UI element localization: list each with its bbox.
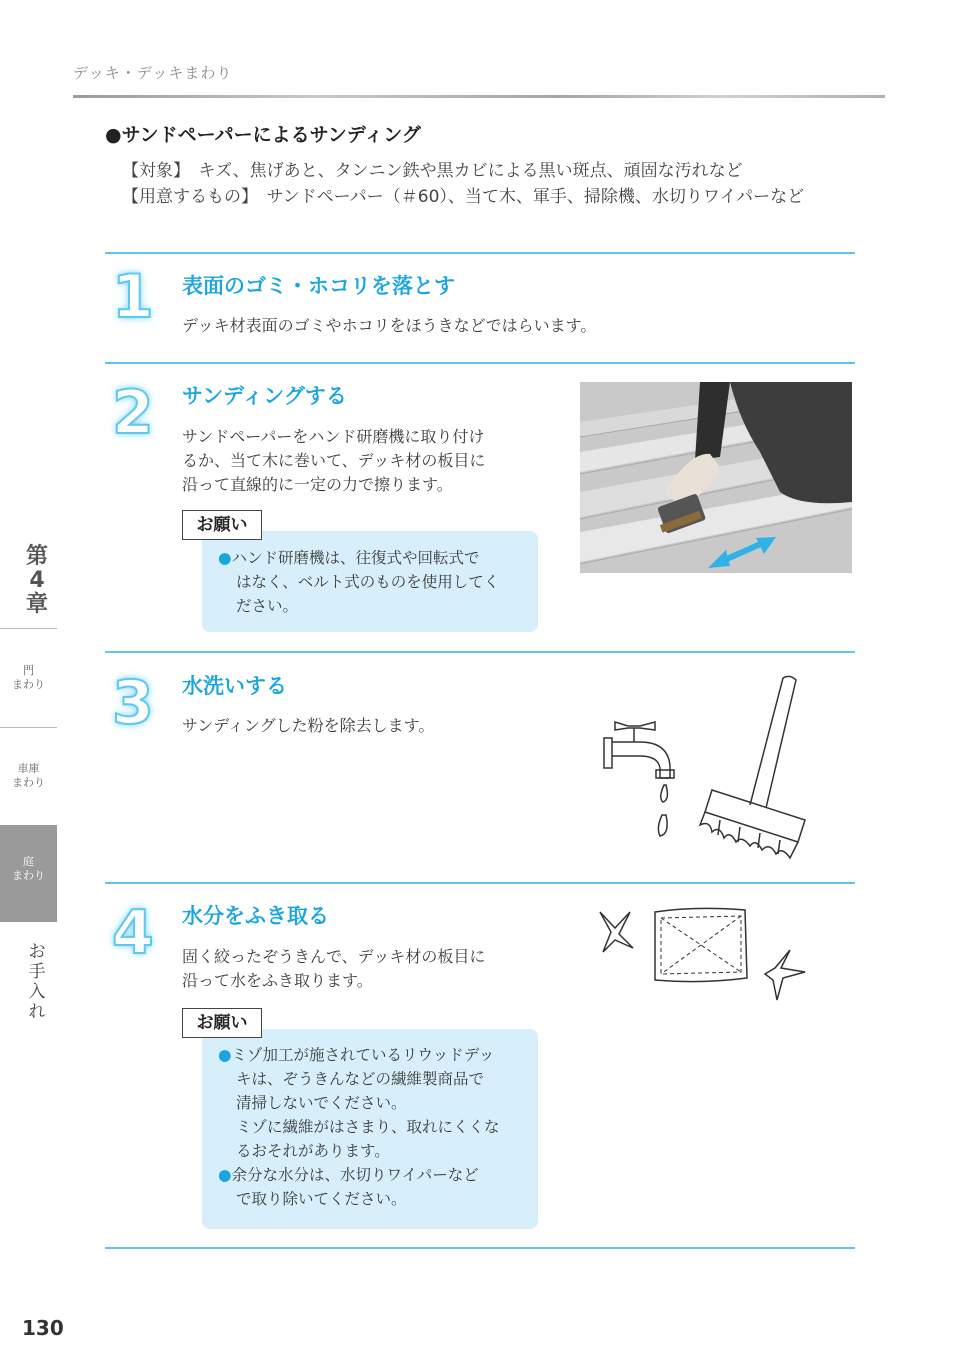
step-divider — [105, 1247, 855, 1249]
note-item: るおそれがあります。 — [236, 1142, 390, 1160]
sidebar-item-label: 車庫 — [17, 762, 40, 775]
step-text-line: 沿って水をふき取ります。 — [182, 971, 373, 990]
section-title: ●サンドペーパーによるサンディング — [105, 124, 421, 146]
faucet-icon — [604, 722, 674, 836]
sidebar-divider — [0, 727, 57, 728]
sidebar-care-label — [20, 942, 54, 1022]
chapter-char: 第 — [25, 544, 48, 569]
cloth-illustration — [595, 900, 810, 1005]
care-char: れ — [28, 1002, 46, 1022]
note-label: お願い — [182, 1008, 262, 1038]
step-text-line: るか、当て木に巻いて、デッキ材の板目に — [182, 451, 486, 470]
step-number: 3 — [112, 668, 154, 738]
prepare-line: 【用意するもの】 サンドペーパー（＃60）、当て木、軍手、掃除機、水切りワイパーなど — [122, 187, 805, 207]
note-item: ミゾに繊維がはさまり、取れにくくな — [236, 1118, 500, 1136]
step-title: 表面のゴミ・ホコリを落とす — [182, 274, 455, 298]
sidebar-item-garage[interactable] — [0, 762, 57, 790]
step-text — [182, 425, 485, 497]
sidebar-item-garden[interactable] — [0, 855, 57, 883]
step-number: 2 — [112, 378, 154, 448]
step-divider — [105, 362, 855, 364]
step-text: デッキ材表面のゴミやホコリをほうきなどではらいます。 — [182, 316, 597, 335]
note-item: ●ハンド研磨機は、往復式や回転式で — [218, 549, 480, 567]
broom-icon — [700, 676, 805, 858]
sparkle-icon — [600, 912, 633, 952]
sidebar-item-gate[interactable] — [0, 664, 57, 692]
note-item: 清掃しないでください。 — [236, 1094, 407, 1112]
sanding-photo — [580, 382, 852, 573]
sparkle-icon — [765, 950, 805, 1000]
step-title: サンディングする — [182, 384, 347, 408]
step-text-line: サンドペーパーをハンド研磨機に取り付け — [182, 427, 485, 446]
bullet-icon: ● — [218, 1166, 232, 1184]
sidebar-item-label: 門 — [23, 664, 34, 677]
chapter-char: 4 — [29, 568, 45, 593]
note-list — [218, 1043, 500, 1211]
step-text — [182, 945, 485, 993]
target-line: 【対象】 キズ、焦げあと、タンニン鉄や黒カビによる黒い斑点、頑固な汚れなど — [122, 161, 743, 181]
sidebar-item-label: 庭 — [23, 855, 34, 868]
chapter-char: 章 — [25, 592, 48, 617]
sidebar-item-label: まわり — [12, 869, 45, 882]
step-text-line: 沿って直線的に一定の力で擦ります。 — [182, 475, 453, 494]
running-header: デッキ・デッキまわり — [73, 64, 233, 82]
note-item: ださい。 — [236, 597, 299, 615]
bullet-icon: ● — [218, 549, 232, 567]
sidebar-divider — [0, 628, 57, 629]
note-item: キは、ぞうきんなどの繊維製商品で — [236, 1070, 485, 1088]
care-char: 入 — [28, 982, 46, 1002]
step-divider — [105, 882, 855, 884]
note-item: ●余分な水分は、水切りワイパーなど — [218, 1166, 479, 1184]
note-item: で取り除いてください。 — [236, 1190, 407, 1208]
step-text-line: 固く絞ったぞうきんで、デッキ材の板目に — [182, 947, 486, 966]
chapter-label — [20, 545, 54, 617]
care-char: お — [28, 942, 46, 962]
step-title: 水分をふき取る — [182, 904, 329, 928]
note-label: お願い — [182, 510, 262, 540]
step-title: 水洗いする — [182, 674, 287, 698]
faucet-brush-illustration — [600, 670, 810, 865]
sidebar-item-label: まわり — [12, 776, 45, 789]
header-divider — [73, 95, 885, 98]
step-text: サンディングした粉を除去します。 — [182, 716, 435, 735]
sidebar-item-label: まわり — [12, 678, 45, 691]
step-divider — [105, 252, 855, 254]
page-number: 130 — [22, 1316, 64, 1340]
note-item: ●ミゾ加工が施されているリウッドデッ — [218, 1046, 495, 1064]
note-list — [218, 546, 499, 618]
note-item: はなく、ベルト式のものを使用してく — [236, 573, 500, 591]
bullet-icon: ● — [218, 1046, 232, 1064]
care-char: 手 — [28, 962, 46, 982]
step-number: 1 — [112, 262, 154, 332]
step-number: 4 — [112, 898, 154, 968]
step-divider — [105, 651, 855, 653]
